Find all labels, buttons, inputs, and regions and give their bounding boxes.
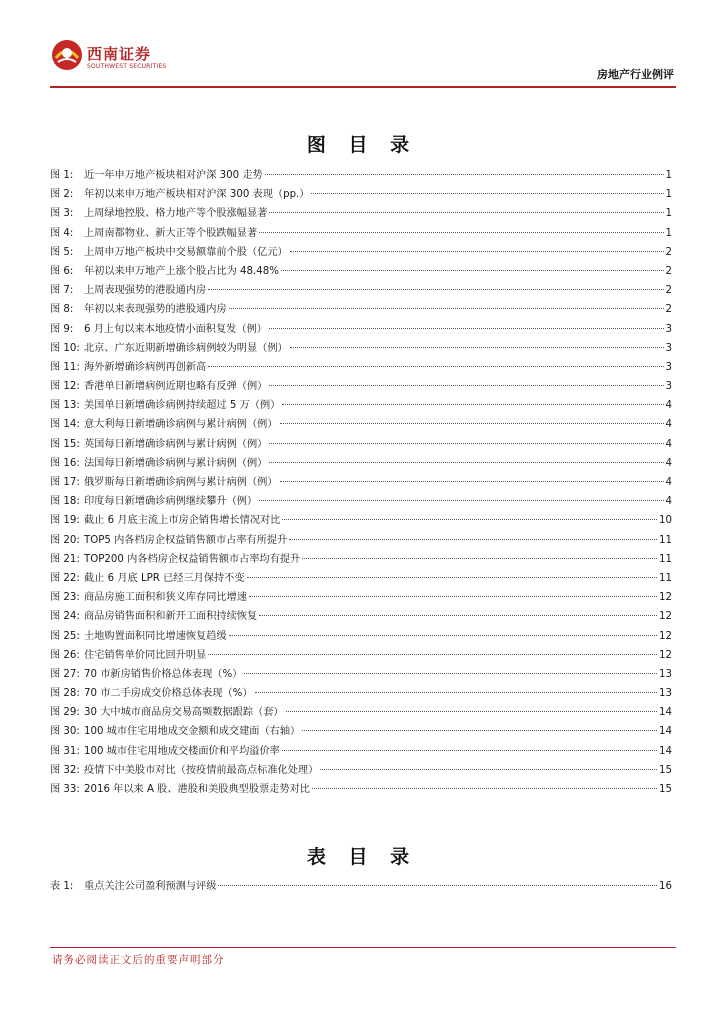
figure-toc-entry-title: 俄罗斯每日新增确诊病例与累计病例（例） xyxy=(84,477,278,488)
figure-toc-entry-title: 上周表现强势的港股通内房 xyxy=(84,285,207,297)
figure-toc-entry-title: 近一年申万地产板块相对沪深 300 走势 xyxy=(84,170,263,181)
figure-toc-entry-page: 2 xyxy=(665,246,672,258)
figure-toc-entry-leader xyxy=(208,366,663,367)
figure-toc-entry-page: 3 xyxy=(665,342,672,354)
tables-heading: 表 目 录 xyxy=(306,846,418,868)
figure-toc-entry-label: 图 12: xyxy=(50,381,80,393)
figure-toc-entry-label: 图 4: xyxy=(50,227,74,239)
figure-toc-entry-page: 14 xyxy=(659,745,672,757)
figure-toc-entry-title: 年初以来申万地产上涨个股占比为 48.48% xyxy=(84,265,279,277)
figure-toc-entry[interactable] xyxy=(50,722,672,741)
figure-toc-entry-label: 图 33: xyxy=(50,784,80,795)
figure-toc-entry-title: 100 城市住宅用地成交楼面价和平均溢价率 xyxy=(84,745,280,757)
figure-toc-entry-label: 图 21: xyxy=(50,553,80,565)
figure-toc-entry[interactable] xyxy=(50,185,672,204)
figure-toc-entry-title: 截止 6 月底主流上市房企销售增长情况对比 xyxy=(84,515,281,527)
figure-toc-entry[interactable] xyxy=(50,627,672,646)
figure-toc-entry-leader xyxy=(312,788,657,789)
figure-toc-entry-page: 13 xyxy=(659,688,672,700)
figure-toc-entry-label: 图 13: xyxy=(50,400,80,412)
figure-toc-entry-leader xyxy=(290,251,664,252)
figure-toc-entry-title: 商品房销售面积和新开工面积持续恢复 xyxy=(84,611,258,623)
figure-toc-entry-page: 4 xyxy=(665,419,672,431)
company-logo xyxy=(50,38,170,78)
figure-toc-entry-title: 70 市二手房成交价格总体表现（%） xyxy=(84,688,253,700)
figure-toc-entry[interactable] xyxy=(50,300,672,319)
figure-toc-entry-page: 12 xyxy=(659,649,672,661)
figure-toc-entry-label: 图 19: xyxy=(50,515,80,527)
figure-toc-entry-page: 4 xyxy=(665,438,672,450)
logo-chinese-name: 西南证券 xyxy=(87,45,152,63)
figure-toc-entry-label: 图 5: xyxy=(50,246,74,258)
page-header xyxy=(50,38,676,88)
figure-toc-entry-leader xyxy=(259,500,663,501)
figure-toc-entry-leader xyxy=(311,193,663,194)
figure-toc-entry-leader xyxy=(229,635,657,636)
figure-toc-entry-leader xyxy=(265,174,664,175)
figure-toc-entry-page: 2 xyxy=(665,304,672,316)
figure-toc-entry-label: 图 23: xyxy=(50,592,80,604)
figure-toc-entry-title: 印度每日新增确诊病例继续攀升（例） xyxy=(84,496,258,508)
figure-toc-entry-page: 4 xyxy=(665,400,672,412)
figure-toc-entry-page: 15 xyxy=(659,764,672,776)
figure-toc-entry[interactable] xyxy=(50,492,672,511)
figure-toc-entry-leader xyxy=(259,232,663,233)
figure-toc-entry-label: 图 26: xyxy=(50,649,80,661)
figure-toc-entry-page: 12 xyxy=(659,611,672,623)
figure-toc-entry-page: 10 xyxy=(659,515,672,527)
figure-toc-entry-leader xyxy=(282,404,663,405)
figure-toc-entry-label: 图 30: xyxy=(50,726,80,738)
figure-toc-entry-title: 上周绿地控股、格力地产等个股涨幅显著 xyxy=(84,208,268,220)
figure-toc-entry-label: 图 7: xyxy=(50,285,74,297)
figure-toc-entry[interactable] xyxy=(50,607,672,626)
figure-toc-entry-leader xyxy=(269,385,663,386)
figure-toc-entry-page: 2 xyxy=(665,265,672,277)
figure-toc-entry-title: 土地购置面积同比增速恢复趋缓 xyxy=(84,630,227,642)
figure-toc-entry-leader xyxy=(208,289,663,290)
figure-toc-entry[interactable] xyxy=(50,166,672,185)
figure-toc-entry-label: 图 6: xyxy=(50,265,74,277)
figure-toc-entry-page: 1 xyxy=(665,170,672,181)
figure-toc-entry-label: 图 11: xyxy=(50,361,80,373)
figure-toc-entry[interactable] xyxy=(50,511,672,530)
figures-heading: 图 目 录 xyxy=(306,134,418,156)
tables-toc xyxy=(50,877,672,896)
figure-toc-entry-page: 11 xyxy=(659,534,672,546)
figure-toc-entry-label: 图 9: xyxy=(50,323,74,335)
figure-toc-entry[interactable] xyxy=(50,243,672,262)
figure-toc-entry-leader xyxy=(289,539,657,540)
figure-toc-entry-leader xyxy=(244,673,657,674)
figure-toc-entry[interactable] xyxy=(50,281,672,300)
figure-toc-entry[interactable] xyxy=(50,761,672,780)
figure-toc-entry-leader xyxy=(302,558,657,559)
figure-toc-entry-title: TOP200 内各档房企权益销售额市占率均有提升 xyxy=(84,553,301,565)
figure-toc-entry[interactable] xyxy=(50,550,672,569)
figure-toc-entry[interactable] xyxy=(50,415,672,434)
figure-toc-entry-label: 图 25: xyxy=(50,630,80,642)
table-toc-entry[interactable] xyxy=(50,877,672,896)
figure-toc-entry-leader xyxy=(320,769,657,770)
figure-toc-entry-title: 疫情下中美股市对比（按疫情前最高点标准化处理） xyxy=(84,764,319,776)
figure-toc-entry[interactable] xyxy=(50,224,672,243)
figure-toc-entry-label: 图 20: xyxy=(50,534,80,546)
figure-toc-entry-label: 图 15: xyxy=(50,438,80,450)
figure-toc-entry-leader xyxy=(280,423,664,424)
figure-toc-entry-page: 13 xyxy=(659,668,672,680)
figure-toc-entry-leader xyxy=(255,692,658,693)
figure-toc-entry-label: 图 22: xyxy=(50,572,80,584)
figure-toc-entry[interactable] xyxy=(50,396,672,415)
figure-toc-entry-label: 图 32: xyxy=(50,764,80,776)
figure-toc-entry-label: 图 18: xyxy=(50,496,80,508)
figure-toc-entry-label: 图 17: xyxy=(50,477,80,488)
figure-toc-entry-leader xyxy=(280,481,664,482)
figure-toc-entry-label: 图 3: xyxy=(50,208,74,220)
figure-toc-entry-page: 1 xyxy=(665,189,672,201)
figure-toc-entry-leader xyxy=(282,519,657,520)
figure-toc-entry[interactable] xyxy=(50,569,672,588)
figure-toc-entry-leader xyxy=(229,308,664,309)
figure-toc-entry-title: 香港单日新增病例近期也略有反弹（例） xyxy=(84,381,268,393)
footer-notice: 请务必阅读正文后的重要声明部分 xyxy=(52,954,225,966)
figure-toc-entry-title: 70 市新房销售价格总体表现（%） xyxy=(84,668,243,680)
report-type-label: 房地产行业例评 xyxy=(597,68,674,81)
table-toc-entry-title: 重点关注公司盈利预测与评级 xyxy=(84,881,217,892)
figure-toc-entry-title: 2016 年以来 A 股、港股和美股典型股票走势对比 xyxy=(84,784,310,795)
figure-toc-entry-leader xyxy=(249,596,657,597)
figure-toc-entry-page: 15 xyxy=(659,784,672,795)
figure-toc-entry[interactable] xyxy=(50,339,672,358)
figure-toc-entry-label: 图 2: xyxy=(50,189,74,201)
figure-toc-entry-page: 4 xyxy=(665,496,672,508)
figure-toc-entry-leader xyxy=(290,347,664,348)
figure-toc-entry[interactable] xyxy=(50,473,672,492)
figure-toc-entry-page: 3 xyxy=(665,381,672,393)
figure-toc-entry[interactable] xyxy=(50,588,672,607)
figure-toc-entry-label: 图 27: xyxy=(50,668,80,680)
figure-toc-entry-label: 图 16: xyxy=(50,457,80,469)
figure-toc-entry-title: 商品房施工面积和狭义库存同比增速 xyxy=(84,592,247,604)
figure-toc-entry-label: 图 10: xyxy=(50,342,80,354)
figure-toc-entry-title: 法国每日新增确诊病例与累计病例（例） xyxy=(84,457,268,469)
figure-toc-entry-title: 年初以来表现强势的港股通内房 xyxy=(84,304,227,316)
figure-toc-entry-page: 1 xyxy=(665,227,672,239)
figure-toc-entry-leader xyxy=(269,212,663,213)
figure-toc-entry-label: 图 24: xyxy=(50,611,80,623)
figure-toc-entry-page: 11 xyxy=(659,553,672,565)
figure-toc-entry-title: 30 大中城市商品房交易高频数据跟踪（套） xyxy=(84,707,284,719)
table-toc-entry-label: 表 1: xyxy=(50,881,74,892)
figure-toc-entry-title: 住宅销售单价同比回升明显 xyxy=(84,649,207,661)
figure-toc-entry[interactable] xyxy=(50,703,672,722)
figure-toc-entry[interactable] xyxy=(50,320,672,339)
figure-toc-entry-title: 年初以来申万地产板块相对沪深 300 表现（pp.） xyxy=(84,189,310,201)
figure-toc-entry-title: 英国每日新增确诊病例与累计病例（例） xyxy=(84,438,268,450)
figure-toc-entry-label: 图 28: xyxy=(50,688,80,700)
figure-toc-entry-page: 1 xyxy=(665,208,672,220)
figure-toc-entry-title: 意大利每日新增确诊病例与累计病例（例） xyxy=(84,419,278,431)
figure-toc-entry-title: 100 城市住宅用地成交金额和成交建面（右轴） xyxy=(84,726,301,738)
logo-english-name: SOUTHWEST SECURITIES xyxy=(87,63,167,70)
figure-toc-entry-leader xyxy=(208,654,657,655)
figure-toc-entry-label: 图 8: xyxy=(50,304,74,316)
figure-toc-entry-label: 图 14: xyxy=(50,419,80,431)
figures-toc xyxy=(50,166,672,799)
figure-toc-entry[interactable] xyxy=(50,531,672,550)
figure-toc-entry-page: 3 xyxy=(665,323,672,335)
figure-toc-entry-page: 2 xyxy=(665,285,672,297)
figure-toc-entry-leader xyxy=(269,328,664,329)
figure-toc-entry-leader xyxy=(269,443,663,444)
figure-toc-entry-leader xyxy=(259,615,657,616)
figure-toc-entry[interactable] xyxy=(50,646,672,665)
figure-toc-entry-leader xyxy=(281,270,664,271)
figure-toc-entry-page: 4 xyxy=(665,457,672,469)
header-divider xyxy=(50,86,676,88)
figure-toc-entry[interactable] xyxy=(50,665,672,684)
figure-toc-entry-title: 美国单日新增确诊病例持续超过 5 万（例） xyxy=(84,400,281,412)
figure-toc-entry-page: 4 xyxy=(665,477,672,488)
table-toc-entry-page: 16 xyxy=(659,881,672,892)
figure-toc-entry-label: 图 29: xyxy=(50,707,80,719)
figure-toc-entry-title: 上周申万地产板块中交易额靠前个股（亿元） xyxy=(84,246,288,258)
figure-toc-entry-page: 12 xyxy=(659,592,672,604)
table-toc-entry-leader xyxy=(218,885,657,886)
figure-toc-entry-leader xyxy=(286,711,657,712)
figure-toc-entry[interactable] xyxy=(50,684,672,703)
figure-toc-entry[interactable] xyxy=(50,742,672,761)
figure-toc-entry-page: 14 xyxy=(659,707,672,719)
figure-toc-entry[interactable] xyxy=(50,377,672,396)
figure-toc-entry-label: 图 1: xyxy=(50,170,74,181)
figure-toc-entry-leader xyxy=(302,730,657,731)
figure-toc-entry-page: 3 xyxy=(665,361,672,373)
figure-toc-entry-page: 11 xyxy=(659,572,672,584)
figure-toc-entry-label: 图 31: xyxy=(50,745,80,757)
figure-toc-entry[interactable] xyxy=(50,204,672,223)
figure-toc-entry-title: 海外新增确诊病例再创新高 xyxy=(84,361,207,373)
figure-toc-entry-leader xyxy=(269,462,663,463)
figure-toc-entry[interactable] xyxy=(50,780,672,799)
figure-toc-entry-title: 北京、广东近期新增确诊病例较为明显（例） xyxy=(84,342,288,354)
figure-toc-entry[interactable] xyxy=(50,262,672,281)
figure-toc-entry-title: 6 月上旬以来本地疫情小面积复发（例） xyxy=(84,323,267,335)
figure-toc-entry-leader xyxy=(282,750,657,751)
figure-toc-entry-page: 14 xyxy=(659,726,672,738)
figure-toc-entry[interactable] xyxy=(50,435,672,454)
logo-emblem-icon xyxy=(50,38,84,72)
footer-divider xyxy=(50,947,676,948)
figure-toc-entry[interactable] xyxy=(50,358,672,377)
figure-toc-entry-leader xyxy=(247,577,657,578)
figure-toc-entry-title: 截止 6 月底 LPR 已经三月保持不变 xyxy=(84,572,245,584)
figure-toc-entry-title: TOP5 内各档房企权益销售额市占率有所提升 xyxy=(84,534,288,546)
figure-toc-entry[interactable] xyxy=(50,454,672,473)
figure-toc-entry-title: 上周南都物业、新大正等个股跌幅显著 xyxy=(84,227,258,239)
figure-toc-entry-page: 12 xyxy=(659,630,672,642)
